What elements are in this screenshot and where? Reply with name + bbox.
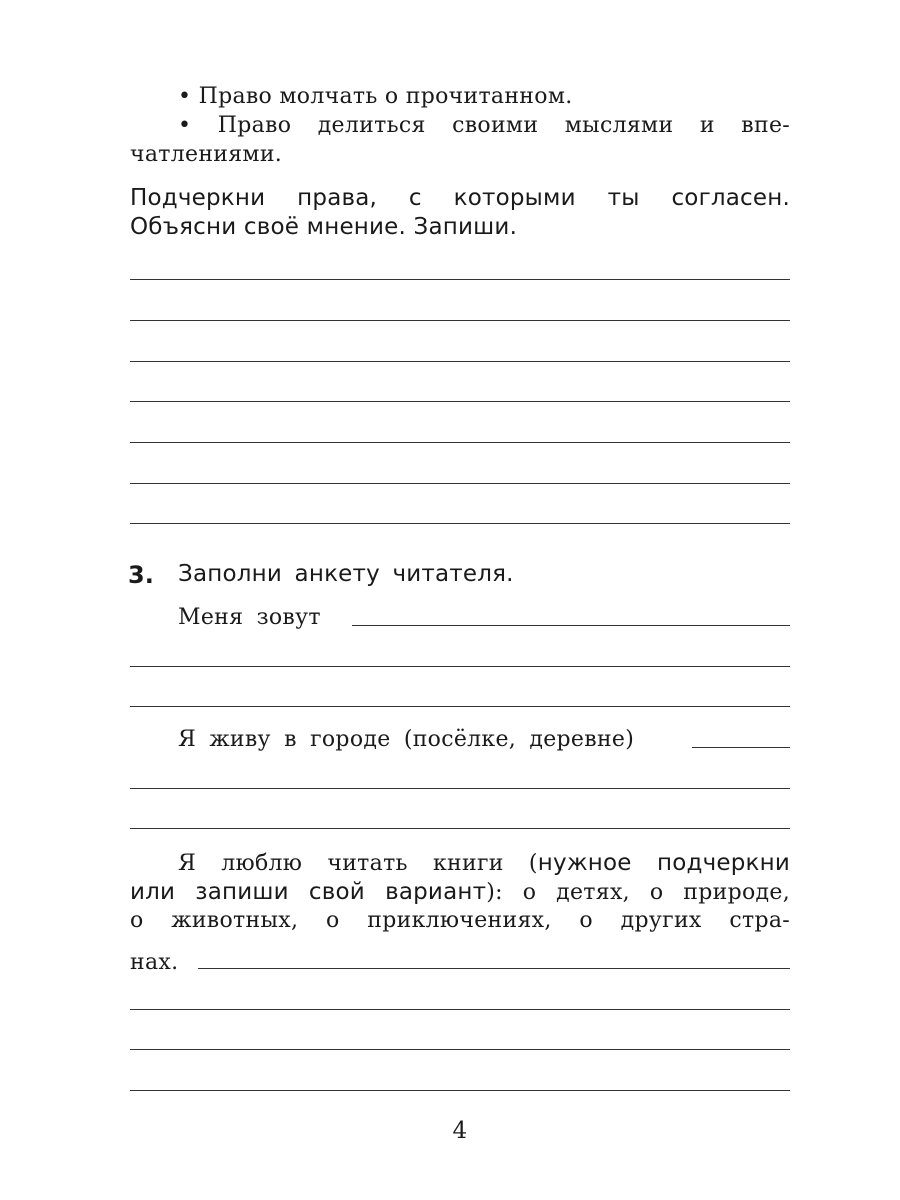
answer-line[interactable] bbox=[130, 788, 790, 789]
answer-line[interactable] bbox=[130, 666, 790, 667]
answer-line[interactable] bbox=[130, 1090, 790, 1091]
books-line-1-serif: Я люблю читать книги ( bbox=[178, 851, 538, 876]
name-input-line[interactable] bbox=[352, 625, 790, 626]
answer-line[interactable] bbox=[130, 1009, 790, 1010]
task-title: Заполни анкету читателя. bbox=[178, 561, 514, 587]
name-label: Меня зовут bbox=[178, 605, 321, 630]
answer-line[interactable] bbox=[130, 279, 790, 280]
books-line-4: нах. bbox=[130, 950, 179, 975]
task-instruction-line-1: Подчеркни права, с которыми ты согласен. bbox=[130, 185, 790, 211]
bullet-item-2 bbox=[178, 113, 790, 138]
bullet-text-2: Право делиться своими мыслями и впе- bbox=[217, 113, 790, 138]
bullet-item-1 bbox=[178, 84, 790, 109]
books-line-2-serif: ): о детях, о природе, bbox=[486, 880, 790, 905]
answer-line[interactable] bbox=[130, 706, 790, 707]
answer-line[interactable] bbox=[130, 483, 790, 484]
answer-line[interactable] bbox=[130, 401, 790, 402]
live-input-line[interactable] bbox=[692, 747, 790, 748]
books-line-3: о животных, о приключениях, о других стра- bbox=[130, 908, 790, 933]
bullet-item-2-continued: чатлениями. bbox=[130, 142, 283, 167]
answer-line[interactable] bbox=[130, 361, 790, 362]
live-label: Я живу в городе (посёлке, деревне) bbox=[178, 727, 635, 752]
bullet-dot-icon: • bbox=[178, 113, 192, 138]
task-number: 3. bbox=[128, 561, 154, 589]
answer-line[interactable] bbox=[130, 828, 790, 829]
books-line-1 bbox=[178, 850, 790, 876]
task-instruction-line-2: Объясни своё мнение. Запиши. bbox=[130, 214, 518, 240]
answer-line[interactable] bbox=[130, 320, 790, 321]
page-number: 4 bbox=[452, 1118, 468, 1144]
books-line-2 bbox=[130, 879, 790, 905]
bullet-text-1: Право молчать о прочитанном. bbox=[198, 84, 573, 109]
books-line-2-highlight: или запиши свой вариант bbox=[130, 879, 487, 905]
answer-line[interactable] bbox=[130, 442, 790, 443]
books-input-line[interactable] bbox=[198, 968, 790, 969]
answer-line[interactable] bbox=[130, 1049, 790, 1050]
books-line-1-highlight: нужное подчеркни bbox=[537, 850, 790, 876]
bullet-dot-icon: • bbox=[178, 84, 192, 109]
answer-line[interactable] bbox=[130, 523, 790, 524]
